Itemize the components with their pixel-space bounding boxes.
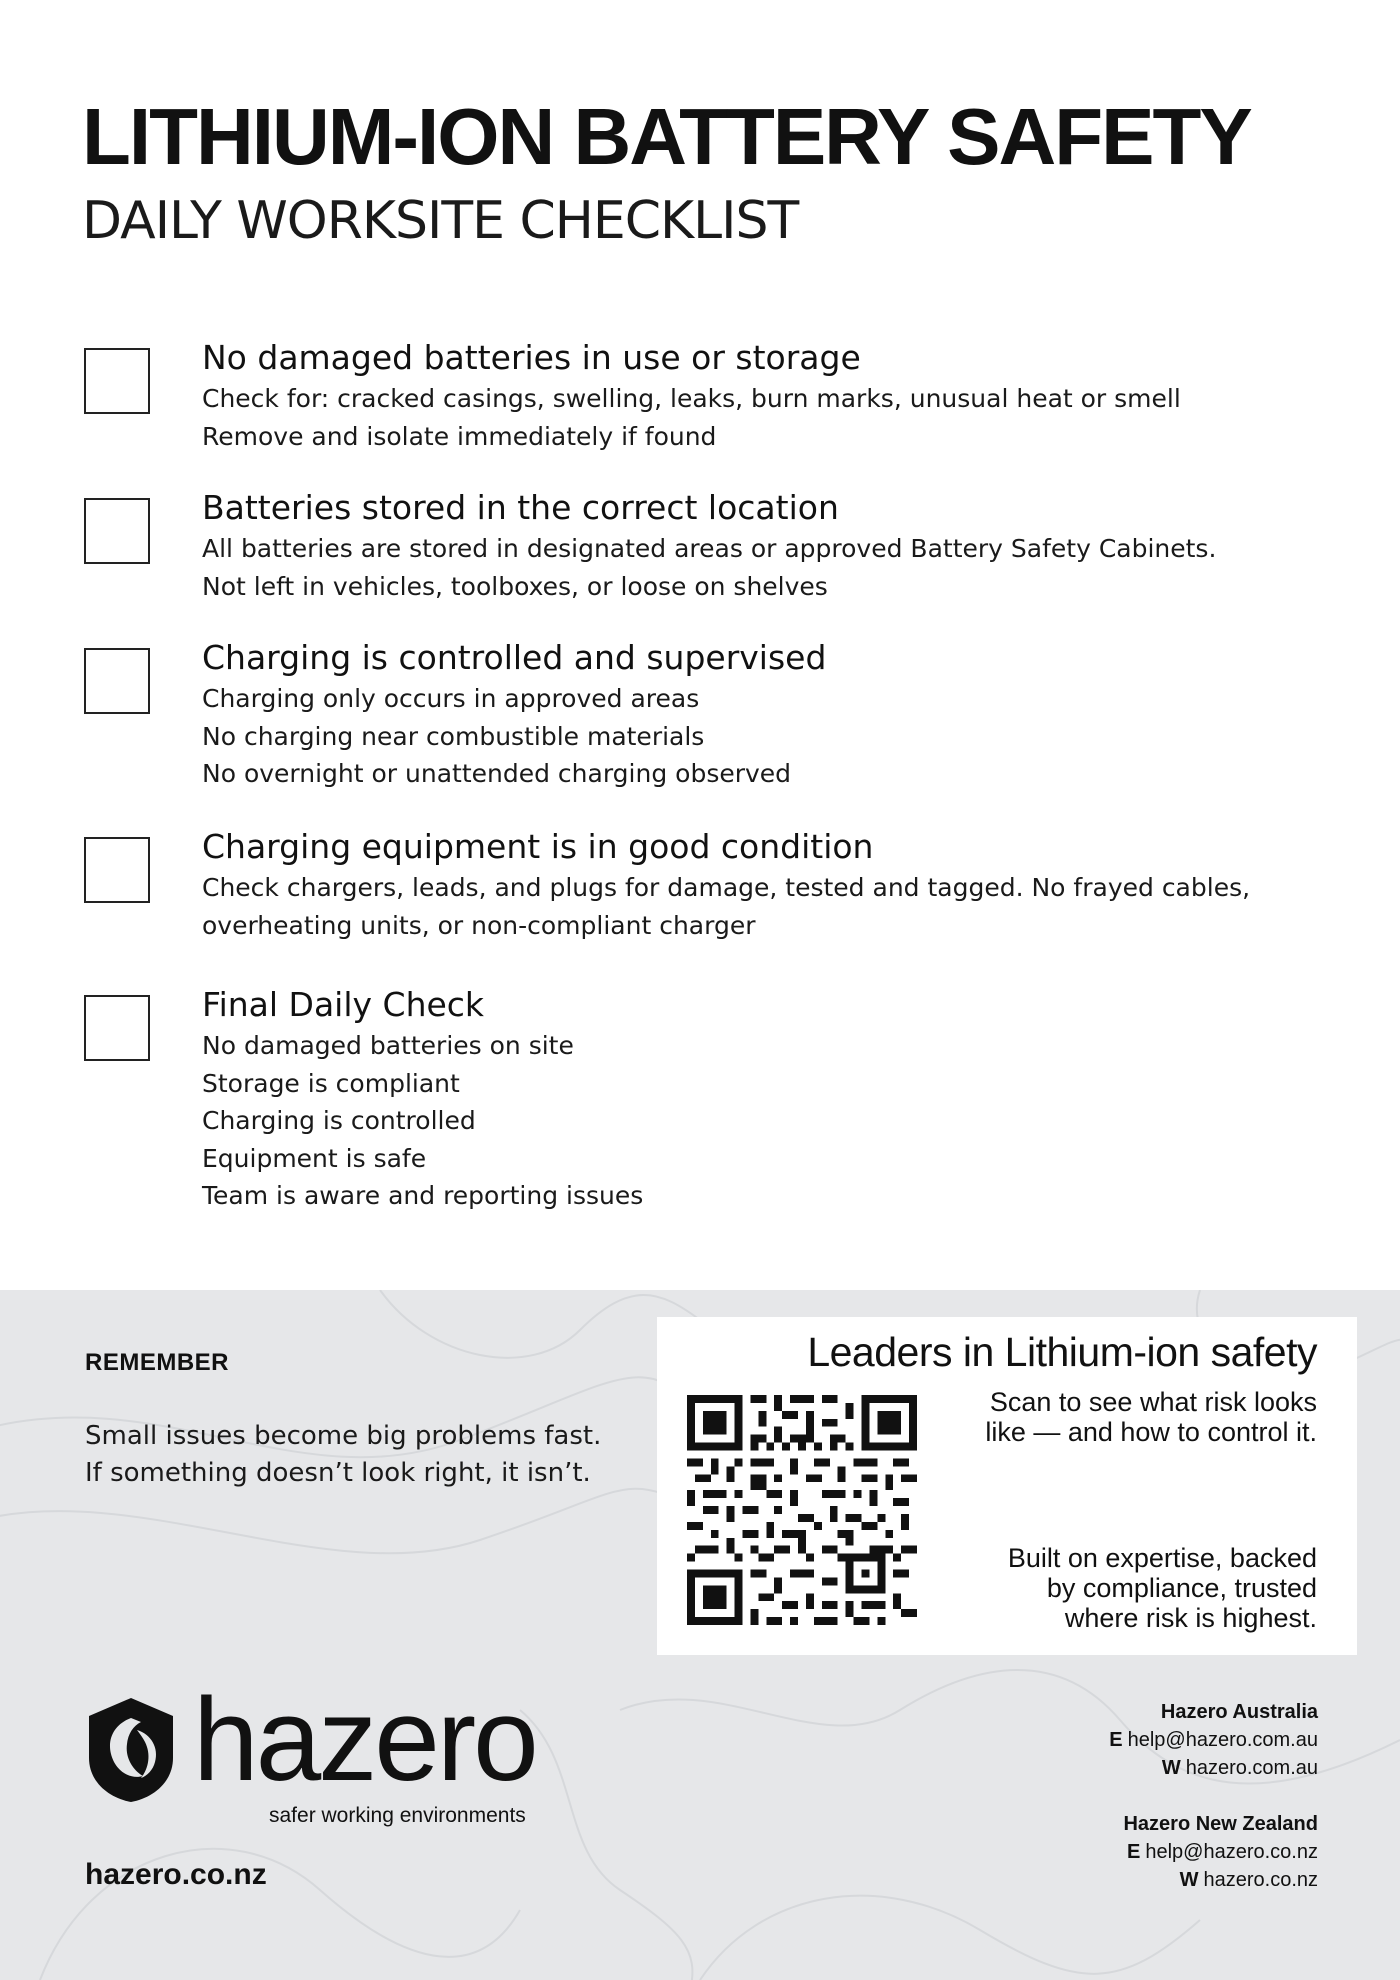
web-label: W	[1161, 1757, 1181, 1779]
item-line: Charging is controlled	[202, 1106, 476, 1135]
remember-text	[85, 1418, 601, 1492]
email-link[interactable]: help@hazero.co.nz	[1145, 1841, 1318, 1863]
item-body	[202, 983, 1322, 1215]
email-row	[1109, 1838, 1318, 1866]
item-body	[202, 486, 1322, 605]
contact-australia	[1109, 1698, 1318, 1782]
region-name: Hazero Australia	[1160, 1701, 1318, 1723]
item-line: Equipment is safe	[202, 1143, 427, 1173]
brand-name: hazero	[193, 1674, 536, 1806]
page-title: LITHIUM-ION BATTERY SAFETY	[82, 92, 1251, 181]
item-line: Storage is compliant	[202, 1068, 460, 1098]
email-row	[1109, 1726, 1318, 1754]
item-line: No overnight or unattended charging observed	[202, 759, 792, 788]
web-row	[1109, 1754, 1318, 1782]
checkbox-charging-controlled[interactable]	[84, 648, 150, 714]
brand-tagline: safer working environments	[269, 1804, 526, 1827]
item-line: Not left in vehicles, toolboxes, or loose on shelves	[202, 571, 828, 601]
hazero-shield-logo-icon	[85, 1696, 177, 1804]
item-title: No damaged batteries in use or storage	[202, 338, 861, 377]
remember-label: REMEMBER	[85, 1349, 230, 1376]
checkbox-storage-location[interactable]	[84, 498, 150, 564]
email-label: E	[1127, 1841, 1141, 1863]
promo-built-text	[1008, 1543, 1317, 1633]
item-title: Charging equipment is in good condition	[202, 827, 874, 866]
qr-code-icon[interactable]	[687, 1395, 917, 1625]
region-name: Hazero New Zealand	[1123, 1813, 1318, 1835]
promo-built-line: by compliance, trusted	[1046, 1573, 1317, 1603]
web-label: W	[1179, 1869, 1199, 1891]
checkbox-charging-equipment[interactable]	[84, 837, 150, 903]
remember-line: If something doesn’t look right, it isn’t.	[85, 1458, 591, 1488]
checkbox-damaged-batteries[interactable]	[84, 348, 150, 414]
item-line: No charging near combustible materials	[202, 721, 705, 751]
promo-built-line: Built on expertise, backed	[1007, 1543, 1317, 1573]
item-line: Charging only occurs in approved areas	[202, 684, 700, 713]
item-line: overheating units, or non-compliant charger	[202, 910, 756, 940]
item-title: Batteries stored in the correct location	[202, 488, 839, 527]
promo-built-line: where risk is highest.	[1064, 1603, 1317, 1633]
promo-panel	[657, 1317, 1357, 1655]
promo-scan-text	[985, 1387, 1317, 1447]
website-link[interactable]: hazero.co.nz	[85, 1858, 267, 1891]
contact-new-zealand	[1109, 1810, 1318, 1894]
email-link[interactable]: help@hazero.com.au	[1127, 1729, 1318, 1751]
checkbox-final-daily-check[interactable]	[84, 995, 150, 1061]
email-label: E	[1109, 1729, 1123, 1751]
item-line: Check chargers, leads, and plugs for damage, tested and tagged. No frayed cables,	[202, 873, 1251, 902]
brand-logo	[85, 1674, 545, 1842]
page-subtitle: DAILY WORKSITE CHECKLIST	[82, 191, 799, 251]
contact-details	[1109, 1698, 1318, 1922]
remember-line: Small issues become big problems fast.	[85, 1421, 602, 1451]
item-line: All batteries are stored in designated areas or approved Battery Safety Cabinets.	[202, 534, 1217, 563]
promo-title: Leaders in Lithium-ion safety	[807, 1329, 1317, 1375]
promo-scan-line: like — and how to control it.	[985, 1417, 1317, 1447]
item-title: Final Daily Check	[202, 985, 485, 1024]
item-line: Team is aware and reporting issues	[202, 1181, 644, 1210]
item-line: No damaged batteries on site	[202, 1031, 574, 1060]
item-body	[202, 825, 1322, 944]
web-link[interactable]: hazero.com.au	[1185, 1757, 1318, 1779]
item-body	[202, 336, 1322, 455]
item-line: Remove and isolate immediately if found	[202, 421, 717, 451]
web-link[interactable]: hazero.co.nz	[1203, 1869, 1318, 1891]
item-body	[202, 636, 1322, 793]
footer-panel	[0, 1290, 1400, 1980]
item-line: Check for: cracked casings, swelling, leaks, burn marks, unusual heat or smell	[202, 384, 1181, 413]
web-row	[1109, 1866, 1318, 1894]
promo-scan-line: Scan to see what risk looks	[989, 1387, 1317, 1417]
item-title: Charging is controlled and supervised	[202, 638, 827, 677]
